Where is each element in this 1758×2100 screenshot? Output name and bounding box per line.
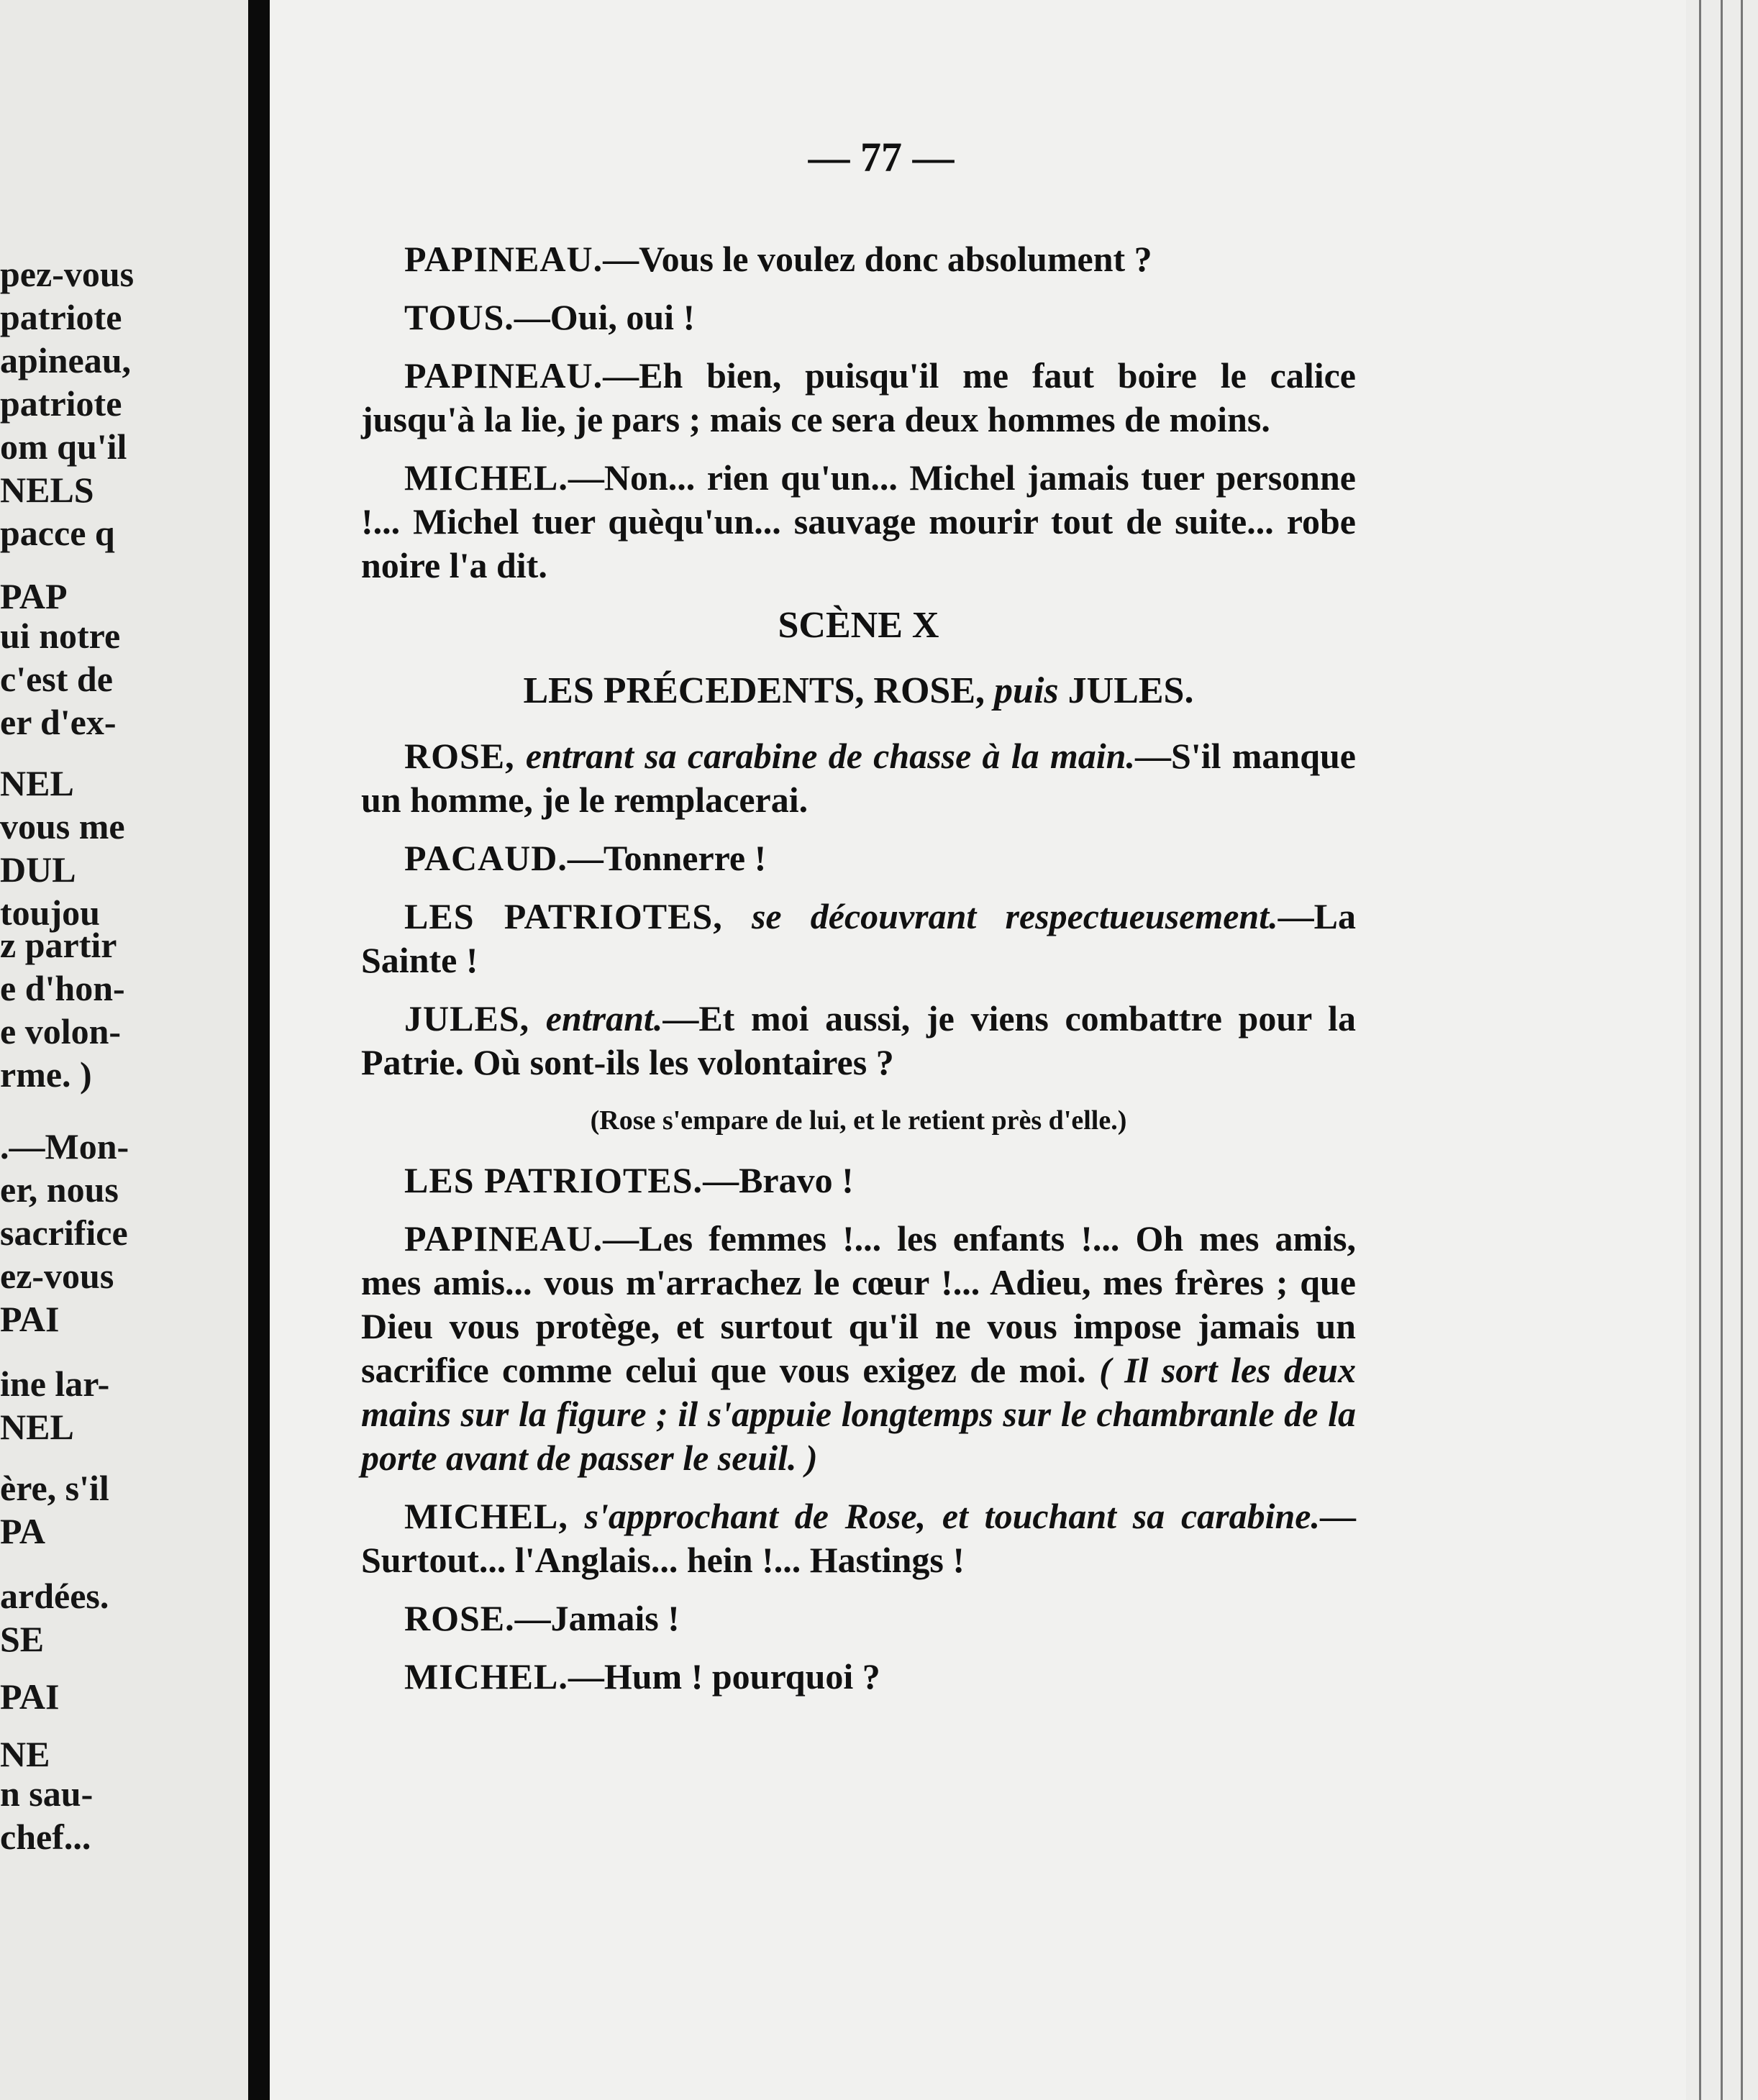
dialogue-paragraph <box>361 1494 1356 1582</box>
left-page-line: NEL <box>0 763 74 803</box>
dialogue-paragraph <box>361 734 1356 822</box>
left-page-line: ez-vous <box>0 1256 114 1296</box>
left-page-line: apineau, <box>0 340 132 380</box>
left-page-line: om qu'il <box>0 426 127 467</box>
speaker-name: PAPINEAU. <box>404 1218 604 1259</box>
page-number: — 77 — <box>808 134 955 181</box>
dialogue-text: —Hum ! pourquoi ? <box>568 1656 880 1697</box>
speaker-name: JULES, <box>404 998 530 1038</box>
dialogue-text: —S'il manque un homme, je le remplacerai. <box>361 736 1356 820</box>
dialogue-text: —Eh bien, puisqu'il me faut boire le calice jusqu'à la lie, je pars ; mais ce sera deux hommes de moins. <box>361 355 1356 439</box>
speaker-name: PAPINEAU. <box>404 355 604 396</box>
left-page-line: sacrifice <box>0 1213 128 1253</box>
dialogue-text: —Surtout... l'Anglais... hein !... Hastings ! <box>361 1496 1356 1580</box>
left-page-line: toujou <box>0 892 100 933</box>
stage-direction: (Rose s'empare de lui, et le retient près d'elle.) <box>590 1105 1127 1136</box>
left-page-line: PAI <box>0 1676 60 1717</box>
left-page-line: ère, s'il <box>0 1468 109 1508</box>
left-page-line: DUL <box>0 849 76 890</box>
left-page-line: PA <box>0 1511 45 1551</box>
book-gutter <box>248 0 270 2100</box>
dialogue-paragraph <box>361 354 1356 442</box>
left-page-line: e d'hon- <box>0 968 125 1008</box>
left-page-line: ine lar- <box>0 1364 110 1404</box>
left-page-line: vous me <box>0 806 125 846</box>
left-page-line: z partir <box>0 925 117 965</box>
dialogue-paragraph <box>361 456 1356 588</box>
left-page-line: e volon- <box>0 1011 122 1051</box>
left-page-line: ardées. <box>0 1576 109 1616</box>
left-page-line: patriote <box>0 297 122 337</box>
left-page-line: n sau- <box>0 1773 94 1814</box>
dialogue-paragraph <box>361 1655 1356 1699</box>
speaker-name: PAPINEAU. <box>404 239 604 279</box>
dialogue-text: —Bravo ! <box>703 1160 854 1200</box>
left-page-line: NEL <box>0 1407 74 1447</box>
speaker-name: ROSE, <box>404 736 515 776</box>
left-page-line: pez-vous <box>0 254 135 294</box>
stage-direction-inline: s'approchant de Rose, et touchant sa carabine. <box>568 1496 1320 1536</box>
stage-direction-inline: entrant sa carabine de chasse à la main. <box>514 736 1135 776</box>
dialogue-text: —Et moi aussi, je viens combattre pour la Patrie. Où sont-ils les volontaires ? <box>361 998 1356 1082</box>
left-page-line: PAI <box>0 1299 60 1339</box>
text-column <box>361 237 1356 1713</box>
left-page-line: pacce q <box>0 513 115 553</box>
dialogue-paragraph <box>361 836 1356 880</box>
left-facing-page <box>0 0 248 2100</box>
left-page-line: NELS <box>0 470 94 510</box>
stage-direction-inline: ( Il sort les deux mains sur la figure ; il s'appuie longtemps sur le chambranle de la porte avant de passer le seuil. ) <box>361 1350 1356 1478</box>
left-page-line: chef... <box>0 1817 91 1857</box>
speaker-name: TOUS. <box>404 297 514 337</box>
speaker-name: MICHEL. <box>404 1656 568 1697</box>
dialogue-text: —Non... rien qu'un... Michel jamais tuer personne !... Michel tuer quèqu'un... sauvage mourir tout de suite... robe noire l'a dit. <box>361 457 1356 585</box>
left-page-line: NE <box>0 1734 50 1774</box>
main-page <box>270 0 1686 2100</box>
dialogue-text: —Les femmes !... les enfants !... Oh mes amis, mes amis... vous m'arrachez le cœur !... Adieu, mes frères ; que Dieu vous protège, et surtout qu'il ne vous impose jamais un sacrifice comme celui que vous exigez de moi. <box>361 1218 1356 1390</box>
scene-title: SCÈNE X <box>778 605 939 646</box>
speaker-name: PACAUD. <box>404 838 568 878</box>
dialogue-paragraph <box>361 997 1356 1085</box>
stage-direction-inline: se découvrant respectueusement. <box>722 896 1278 936</box>
left-page-line: .—Mon- <box>0 1126 129 1167</box>
dialogue-text: —Tonnerre ! <box>567 838 767 878</box>
speaker-name: MICHEL. <box>404 457 568 498</box>
dialogue-paragraph <box>361 1159 1356 1202</box>
left-page-line: c'est de <box>0 659 113 699</box>
dialogue-text: —Vous le voulez donc absolument ? <box>603 239 1152 279</box>
left-page-line: SE <box>0 1619 45 1659</box>
left-page-line: ui notre <box>0 616 121 656</box>
dialogue-text: —Oui, oui ! <box>514 297 696 337</box>
dialogue-paragraph <box>361 895 1356 982</box>
dialogue-text: —Jamais ! <box>514 1598 680 1638</box>
dialogue-text: —La Sainte ! <box>361 896 1356 980</box>
speaker-name: MICHEL, <box>404 1496 568 1536</box>
dialogue-paragraph <box>361 1217 1356 1480</box>
left-page-line: er d'ex- <box>0 702 117 742</box>
dialogue-paragraph <box>361 1597 1356 1640</box>
dialogue-paragraph <box>361 237 1356 281</box>
left-page-line: patriote <box>0 383 122 424</box>
scene-cast: LES PRÉCEDENTS, ROSE, puis JULES. <box>523 670 1194 711</box>
dialogue-paragraph <box>361 296 1356 339</box>
speaker-name: LES PATRIOTES, <box>404 896 723 936</box>
left-page-line: rme. ) <box>0 1054 92 1095</box>
page-edges <box>1686 0 1758 2100</box>
speaker-name: ROSE. <box>404 1598 515 1638</box>
speaker-name: LES PATRIOTES. <box>404 1160 703 1200</box>
stage-direction-inline: entrant. <box>529 998 663 1038</box>
left-page-line: PAP <box>0 576 68 616</box>
left-page-line: er, nous <box>0 1169 119 1210</box>
